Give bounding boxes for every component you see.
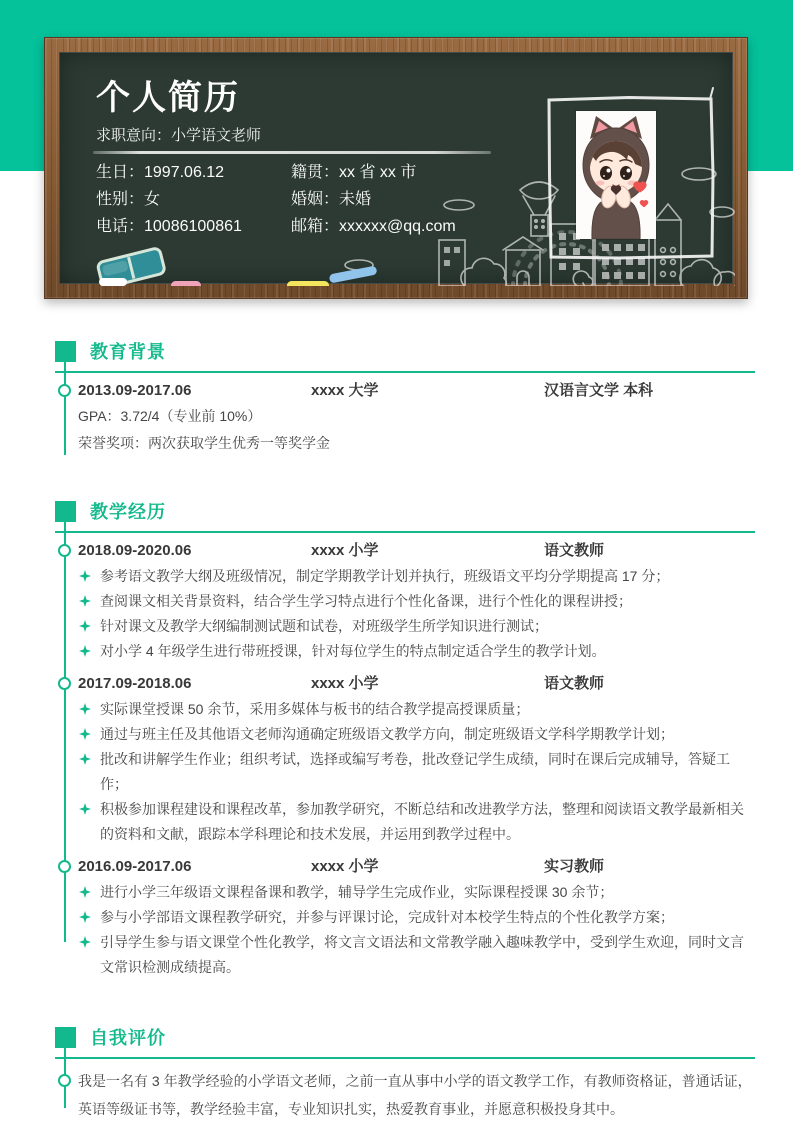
section-title: 教学经历: [90, 502, 166, 522]
timeline-dot: [58, 384, 71, 397]
house-doodle: [503, 237, 543, 286]
section-body: [55, 373, 755, 457]
section-header: [55, 340, 755, 362]
entry-period: 2013.09-2017.06: [78, 382, 192, 399]
list-item: 查阅课文相关背景资料，结合学生学习特点进行个性化备课，进行个性化的课程讲授；: [78, 589, 755, 614]
diamond-bullet-icon: [79, 886, 91, 898]
resume-title: 个人简历: [96, 79, 240, 117]
entry-period: 2016.09-2017.06: [78, 858, 192, 875]
honor-line: 荣誉奖项：两次获取学生优秀一等奖学金: [78, 435, 330, 451]
list-item: 参考语文教学大纲及班级情况，制定学期教学计划并执行，班级语文平均分学期提高 17 分；: [78, 564, 755, 589]
diamond-bullet-icon: [79, 936, 91, 948]
experience-bullets: [78, 697, 755, 847]
experience-bullets: [78, 880, 755, 980]
entry-school: xxxx 大学: [311, 382, 379, 399]
entry-role: 语文教师: [544, 675, 605, 692]
diamond-bullet-icon: [79, 728, 91, 740]
cartoon-avatar: [576, 111, 656, 239]
diamond-bullet-icon: [79, 911, 91, 923]
section-body: [55, 533, 755, 980]
diamond-bullet-icon: [79, 570, 91, 582]
diamond-bullet-icon: [79, 645, 91, 657]
section-experience: [55, 500, 755, 980]
section-marker-square-icon: [55, 501, 76, 522]
eraser-icon: [97, 248, 165, 286]
diamond-bullet-icon: [79, 595, 91, 607]
chalkboard-surface: [59, 52, 733, 284]
section-header: [55, 500, 755, 522]
timeline-dot: [58, 677, 71, 690]
chalk-sticks-icon: [99, 265, 378, 286]
list-item: 积极参加课程建设和课程改革，参加教学研究，不断总结和改进教学方法，整理和阅读语文教学最新相关的资料和文献，跟踪本学科理论和技术发展，并运用到教学过程中。: [78, 797, 755, 847]
section-marker-square-icon: [55, 341, 76, 362]
list-item: 实际课堂授课 50 余节，采用多媒体与板书的结合教学提高授课质量；: [78, 697, 755, 722]
entry-period: 2018.09-2020.06: [78, 542, 192, 559]
experience-entry-header: [78, 541, 755, 561]
entry-role: 语文教师: [544, 542, 605, 559]
personal-info-grid: [96, 164, 456, 236]
info-birthday: 生日：1997.06.12: [96, 164, 225, 181]
list-item: 参与小学部语文课程教学研究，并参与评课讨论，完成针对本校学生特点的个性化教学方案；: [78, 905, 755, 930]
timeline-dot: [58, 544, 71, 557]
experience-entry: [78, 541, 755, 664]
resume-body: [55, 340, 755, 1122]
section-header: [55, 1026, 755, 1048]
list-item: 对小学 4 年级学生进行带班授课，针对每位学生的特点制定适合学生的教学计划。: [78, 639, 755, 664]
gpa-line: GPA：3.72/4（专业前 10%）: [78, 408, 262, 424]
entry-major: 汉语言文学 本科: [544, 382, 654, 399]
evaluation-paragraph: 我是一名有 3 年教学经验的小学语文老师，之前一直从事中小学的语文教学工作，有教师资格证，普通话证，英语等级证书等，教学经验丰富，专业知识扎实，热爱教育事业，并愿意积极投身其中。: [78, 1073, 752, 1117]
profile-photo: [576, 111, 656, 239]
entry-school: xxxx 小学: [311, 542, 379, 559]
entry-school: xxxx 小学: [311, 675, 379, 692]
chalk-divider-line: [93, 151, 491, 154]
list-item: 通过与班主任及其他语文老师沟通确定班级语文教学方向，制定班级语文学科学期教学计划；: [78, 722, 755, 747]
list-item: 引导学生参与语文课堂个性化教学，将文言文语法和文常教学融入趣味教学中，受到学生欢迎，同时文言文常识检测成绩提高。: [78, 930, 755, 980]
timeline-dot: [58, 860, 71, 873]
education-details: [78, 403, 755, 457]
section-title: 教育背景: [90, 342, 166, 362]
experience-entry-header: [78, 857, 755, 877]
info-hometown: 籍贯：xx 省 xx 市: [291, 164, 417, 181]
evaluation-entry: [78, 1067, 755, 1122]
section-evaluation: [55, 1026, 755, 1122]
experience-entry: [78, 674, 755, 847]
chalkboard: [44, 37, 748, 299]
entry-school: xxxx 小学: [311, 858, 379, 875]
diamond-bullet-icon: [79, 753, 91, 765]
list-item: 针对课文及教学大纲编制测试题和试卷，对班级学生所学知识进行测试；: [78, 614, 755, 639]
info-phone: 电话：10086100861: [96, 218, 242, 235]
education-entry-header: [78, 381, 755, 401]
experience-entry-header: [78, 674, 755, 694]
info-gender: 性别：女: [96, 191, 161, 208]
entry-role: 实习教师: [544, 858, 605, 875]
section-education: [55, 340, 755, 457]
job-intent: 求职意向：小学语文老师: [96, 127, 262, 144]
section-body: [55, 1059, 755, 1122]
timeline-dot: [58, 1074, 71, 1087]
info-email: 邮箱：xxxxxx@qq.com: [291, 218, 456, 235]
list-item: 进行小学三年级语文课程备课和教学，辅导学生完成作业，实际课程授课 30 余节；: [78, 880, 755, 905]
experience-bullets: [78, 564, 755, 664]
section-title: 自我评价: [90, 1028, 166, 1048]
list-item: 批改和讲解学生作业；组织考试，选择或编写考卷，批改登记学生成绩，同时在课后完成辅导，答疑工作；: [78, 747, 755, 797]
bush-doodles: [461, 258, 735, 286]
section-marker-square-icon: [55, 1027, 76, 1048]
parachute-doodle: [520, 182, 558, 236]
diamond-bullet-icon: [79, 620, 91, 632]
entry-period: 2017.09-2018.06: [78, 675, 192, 692]
experience-entry: [78, 857, 755, 980]
diamond-bullet-icon: [79, 803, 91, 815]
diamond-bullet-icon: [79, 703, 91, 715]
info-marriage: 婚姻：未婚: [291, 191, 372, 208]
education-entry: [78, 381, 755, 457]
